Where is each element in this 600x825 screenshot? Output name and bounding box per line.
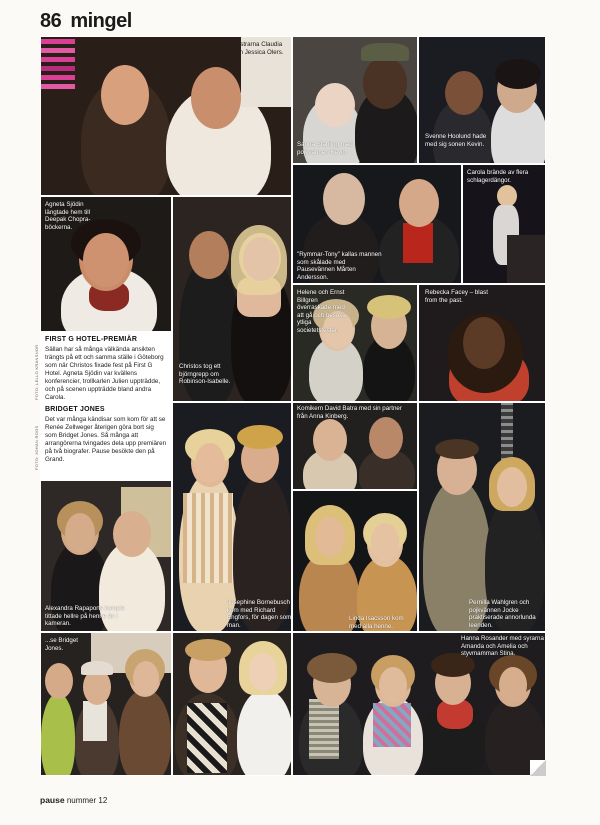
photo-rebecka xyxy=(418,284,546,402)
caption-pernilla: Pernilla Wahlgren och pojkvännen Jocke praktiserade annorlunda leenden. xyxy=(469,599,536,629)
article-body: Det var många kändisar som kom för att se Renée Zellweger återigen göra bort sig som Bridget Jones. Så många att arrangörerna tvingades dela upp premiären på två biografer. Pause besökte den på Grand. xyxy=(45,416,167,463)
caption-david-batra: Komikern David Batra med sin partner från Anna Kinberg. xyxy=(297,405,402,420)
caption-bridget-group: ...se Bridget Jones. xyxy=(45,637,79,652)
page-footer xyxy=(40,795,107,805)
caption-josephine: Josephine Bornebusch kom med Richard Engfors, för dagen som man. xyxy=(227,599,292,629)
photo-bridget-group xyxy=(40,632,172,776)
photo-sanna-kevin xyxy=(292,36,418,164)
magazine-brand: pause xyxy=(40,795,65,805)
article-heading: FIRST G HOTEL-PREMIÄR xyxy=(45,336,138,343)
photo-carola xyxy=(462,164,546,284)
photo-claudia-jessica xyxy=(40,36,292,196)
caption-claudia-jessica: Systrarna Claudia och Jessica Olers. xyxy=(233,41,284,56)
photo-linda xyxy=(292,490,418,632)
photo-hanna-rosander xyxy=(292,632,546,776)
article-first-g-hotel xyxy=(40,332,172,402)
caption-agneta: Agneta Sjödin längtade hem till Deepak Chopra-böckerna. xyxy=(45,201,91,231)
caption-helene-ernst: Helene och Ernst Billgren överraskade med att gå och besöka ytliga societetsfester. xyxy=(297,289,346,334)
caption-rymmar-tony: "Rymmar-Tony" kallas mannen som skålade med Pausevännen Mårten Andersson. xyxy=(297,251,382,281)
caption-christos: Christos tog ett björngrepp om Robinson-Isabelle. xyxy=(179,363,231,386)
caption-alexandra: Alexandra Rapaports kompis tittade hellre på henne än i kameran. xyxy=(45,605,125,628)
photo-collage xyxy=(40,36,546,776)
photo-david-batra xyxy=(292,402,418,490)
article-body: Sällan har så många välkända ansikten trängts på ett och samma ställe i Göteborg som när Christos fixade fest på First G Hotel. Agneta Sjödin var kvällens konferencier, trollkarlen Julien uppträdde, och på scenen uppträdde bland andra Carola. xyxy=(45,346,164,401)
photo-couple-bottom xyxy=(172,632,292,776)
photo-credit-bottom: FOTO: JOHAN ROOS xyxy=(34,425,39,470)
caption-svenne-kevin: Svenne Hoolund hade med sig sonen Kevin. xyxy=(425,133,487,148)
photo-agneta xyxy=(40,196,172,332)
page-header xyxy=(40,10,132,33)
caption-rebecka: Rebecka Facey – blast from the past. xyxy=(425,289,488,304)
issue-number: nummer 12 xyxy=(66,796,108,805)
photo-credit-top: FOTO: LELLO KRANSNOR xyxy=(34,344,39,400)
page-number: 86 xyxy=(40,10,62,32)
caption-sanna-kevin: Sanna Stabling med pojkvännen Kevin. xyxy=(297,141,353,156)
photo-josephine-richard xyxy=(172,402,292,632)
photo-christos-isabelle xyxy=(172,196,292,402)
photo-pernilla-jocke xyxy=(418,402,546,632)
article-bridget-jones xyxy=(40,402,172,480)
photo-alexandra xyxy=(40,480,172,632)
photo-svenne-kevin xyxy=(418,36,546,164)
pink-stripe-decoration xyxy=(41,37,77,93)
corner-marker xyxy=(530,760,546,776)
caption-hanna-rosander: Hanna Rosander med syrarna Amanda och Amelia och styvmamman Stina. xyxy=(461,635,544,658)
caption-carola: Carola brände av flera schlagerdängor. xyxy=(467,169,529,184)
caption-linda: Linda Isacsson kom med alla henne. xyxy=(349,615,404,630)
photo-helene-ernst xyxy=(292,284,418,402)
article-heading: BRIDGET JONES xyxy=(45,406,105,413)
photo-rymmar-tony xyxy=(292,164,462,284)
section-title: mingel xyxy=(70,10,132,32)
